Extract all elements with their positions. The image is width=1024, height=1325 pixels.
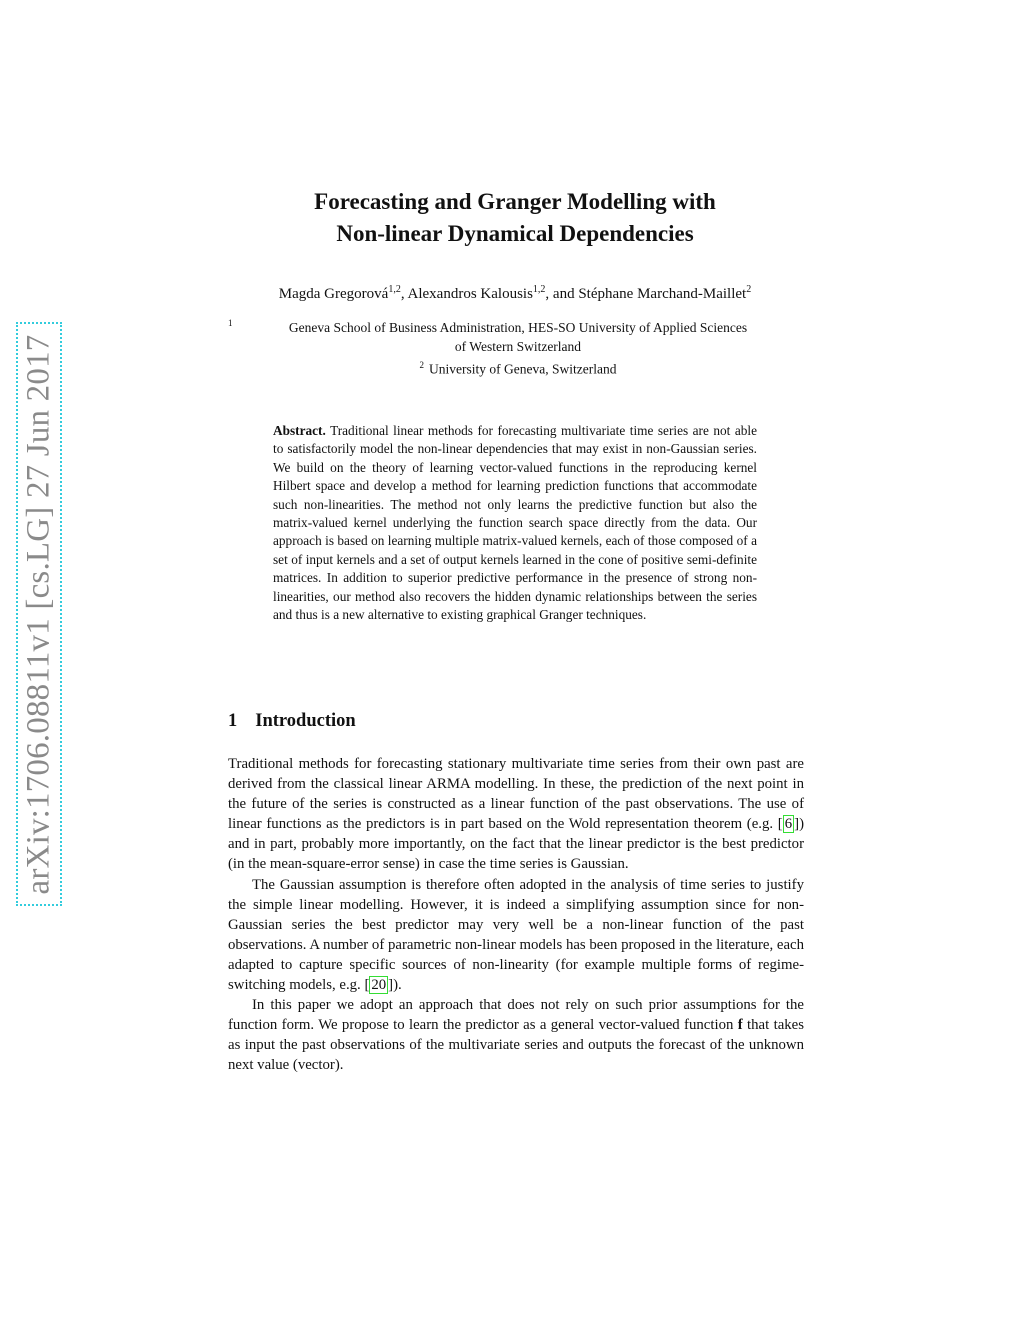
paper-title — [230, 186, 800, 250]
author-1-affil-sup: 1,2 — [388, 284, 401, 295]
abstract-text: Traditional linear methods for forecasting multivariate time series are not able to satisfactorily model the non-linear dependencies that may exist in non-Gaussian series. We build on the theory of learning vector-valued functions in the reproducing kernel Hilbert space and develop a method for learning prediction functions that accommodate such non-linearities. The method not only learns the predictive function but also the matrix-valued kernel underlying the function search space directly from the data. Our approach is based on learning multiple matrix-valued kernels, each of those composed of a set of input kernels and a set of output kernels learned in the cone of positive semi-definite matrices. In addition to superior predictive performance in the presence of strong non-linearities, our method also recovers the hidden dynamic relationships between the series and thus is a new alternative to existing graphical Granger techniques. — [273, 423, 757, 623]
paragraph-1-text-a: Traditional methods for forecasting stationary multivariate time series from their own past are derived from the classical linear ARMA modelling. In these, the prediction of the next point in the future of the series is constructed as a linear function of the past observations. The use of linear functions as the predictors is in part based on the Wold representation theorem (e.g. [ — [228, 756, 804, 833]
title-line-2: Non-linear Dynamical Dependencies — [336, 221, 694, 246]
author-2-affil-sup: 1,2 — [532, 284, 546, 295]
abstract — [273, 422, 757, 624]
paragraph-2-text-a: The Gaussian assumption is therefore often adopted in the analysis of time series to justify the simple linear modelling. However, it is indeed a simplifying assumption since for non-Gaussian series the best predictor may very well be a non-linear function of the past observations. A number of parametric non-linear models has been proposed in the literature, each adapted to capture specific sources of non-linearity (for example multiple forms of regime-switching models, e.g. [ — [228, 876, 804, 994]
author-3-prefix: , and — [545, 286, 579, 302]
section-number: 1 — [228, 711, 238, 731]
affil-2 — [228, 356, 808, 379]
arxiv-identifier-stamp[interactable] — [16, 322, 62, 906]
citation-link-20[interactable]: 20 — [371, 977, 387, 994]
title-line-1: Forecasting and Granger Modelling with — [314, 189, 716, 214]
introduction-body — [228, 754, 804, 1076]
paragraph-3-text-a: In this paper we adopt an approach that does not rely on such prior assumptions for the function form. We propose to learn the predictor as a general vector-valued function — [228, 997, 804, 1034]
citation-link-6[interactable]: 6 — [784, 816, 793, 833]
affil-1-line-1: Geneva School of Business Administration, HES-SO University of Applied Sciences — [288, 320, 748, 335]
arxiv-stamp-text: arXiv:1706.08811v1 [cs.LG] 27 Jun 2017 — [20, 334, 57, 894]
paragraph-1-text-b: ]) and in part, probably more importantly, on the fact that the linear predictor is the best predictor (in the mean-square-error sense) in case the time series is Gaussian. — [228, 816, 804, 873]
paragraph-3 — [228, 995, 804, 1075]
author-1-name: Magda Gregorová — [278, 286, 389, 302]
author-3-name: Stéphane Marchand-Maillet — [578, 286, 747, 302]
paragraph-3-text-b: that takes as input the past observations of the multivariate series and outputs the forecast of the unknown next value (vector). — [228, 1017, 804, 1074]
author-3-affil-sup: 2 — [746, 284, 752, 295]
paragraph-2 — [228, 875, 804, 996]
section-title: Introduction — [255, 711, 356, 731]
affiliations — [228, 318, 808, 379]
author-list: Magda Gregorová$^{1,2}$, Alexandros Kalousis$^{1,2}$, and Stéphane Marchand-Maillet$^2$ — [278, 284, 752, 302]
affil-1-mark: 1 — [228, 318, 233, 328]
paragraph-1 — [228, 754, 804, 875]
author-2-name: Alexandros Kalousis — [407, 286, 533, 302]
section-heading-introduction — [228, 711, 356, 732]
affil-2-mark: 2 — [419, 360, 425, 370]
affil-2-text: University of Geneva, Switzerland — [429, 361, 617, 377]
abstract-label: Abstract. — [273, 423, 326, 438]
paragraph-2-text-b: ]). — [388, 977, 402, 994]
affil-1-line-2: of Western Switzerland — [454, 339, 582, 354]
function-symbol-f: f — [737, 1017, 743, 1034]
